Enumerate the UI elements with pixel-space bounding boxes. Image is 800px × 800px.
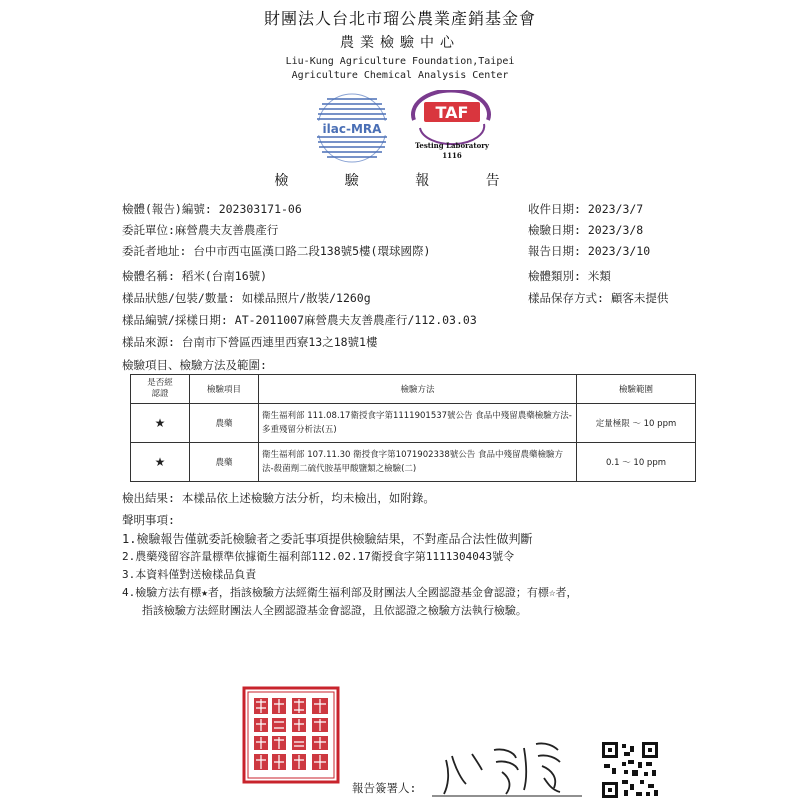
storage-method: 樣品保存方式: 顧客未提供: [528, 291, 669, 305]
item-cell: 農藥: [190, 443, 259, 482]
header-item: 檢驗項目: [190, 375, 259, 404]
header-method: 檢驗方法: [259, 375, 577, 404]
sample-source: 樣品來源: 台南市下營區西連里西寮13之18號1樓: [122, 335, 378, 349]
sample-category: 檢體類別: 米類: [528, 269, 611, 283]
table-caption: 檢驗項目、檢驗方法及範圍:: [122, 358, 267, 372]
cert-star: ★: [131, 443, 190, 482]
taf-label: TAF: [435, 103, 469, 122]
sample-state: 樣品狀態/包裝/數量: 如樣品照片/散裝/1260g: [122, 291, 371, 305]
note-item: 1.檢驗報告僅就委託檢驗者之委託事項提供檢驗結果，不對產品合法性做判斷: [122, 532, 533, 546]
note-item: 3.本資料僅對送檢樣品負責: [122, 568, 257, 581]
signatory-label: 報告簽署人:: [352, 781, 417, 795]
center-name-en: Agriculture Chemical Analysis Center: [291, 70, 509, 81]
table-row: [131, 404, 696, 443]
sample-name: 檢體名稱: 稻米(台南16號): [122, 269, 268, 283]
report-number: 檢體(報告)編號: 202303171-06: [122, 202, 302, 216]
client: 委託單位:麻營農夫友善農產行: [122, 223, 279, 237]
test-items-table: [130, 374, 696, 482]
org-name-zh: 財團法人台北市瑠公農業產銷基金會: [263, 9, 536, 28]
item-cell: 農藥: [190, 404, 259, 443]
note-item: 2.農藥殘留容許量標準依據衛生福利部112.02.17衛授食字第1111304043號令: [122, 550, 515, 563]
cert-star: ★: [131, 404, 190, 443]
result-text: 檢出結果: 本樣品依上述檢驗方法分析，均未檢出，如附錄。: [122, 491, 435, 505]
handwritten-signature: [432, 730, 582, 800]
client-address: 委託者地址: 台中市西屯區漢口路二段138號5樓(環球國際): [122, 244, 431, 258]
header-range: 檢驗範圍: [577, 375, 696, 404]
table-row: [131, 443, 696, 482]
org-name-en: Liu-Kung Agriculture Foundation,Taipei: [285, 56, 515, 67]
report-title: 檢 驗 報 告: [274, 173, 526, 189]
ilac-mra-logo: [312, 90, 392, 166]
table-header-row: [131, 375, 696, 404]
taf-logo: [404, 90, 500, 166]
sample-code: 樣品編號/採樣日期: AT-2011007麻營農夫友善農產行/112.03.03: [122, 313, 477, 327]
received-date: 收件日期: 2023/3/7: [528, 202, 644, 216]
method-cell: 衛生福利部 107.11.30 衛授食字第1071902338號公告 食品中殘留農藥檢驗方法-殺菌劑二硫代胺基甲酸鹽類之檢驗(二): [259, 443, 577, 482]
note-item: 4.檢驗方法有標★者，指該檢驗方法經衛生福利部及財團法人全國認證基金會認證；有標☆者，: [122, 586, 578, 599]
note-item: 指該檢驗方法經財團法人全國認證基金會認證，且依認證之檢驗方法執行檢驗。: [122, 604, 527, 617]
header-certified: 是否經 認證: [131, 375, 190, 404]
notes-title: 聲明事項:: [122, 513, 175, 527]
taf-num: 1116: [442, 151, 462, 160]
taf-sub: Testing Laboratory: [414, 141, 490, 150]
ilac-label: ilac-MRA: [322, 122, 382, 136]
qr-code[interactable]: [600, 740, 660, 800]
official-seal-stamp: [242, 686, 340, 784]
range-cell: 定量極限 ～ 10 ppm: [577, 404, 696, 443]
range-cell: 0.1 ～ 10 ppm: [577, 443, 696, 482]
method-cell: 衛生福利部 111.08.17衛授食字第1111901537號公告 食品中殘留農藥檢驗方法-多重殘留分析法(五): [259, 404, 577, 443]
center-name-zh: 農業檢驗中心: [340, 35, 460, 51]
test-date: 檢驗日期: 2023/3/8: [528, 223, 644, 237]
report-date: 報告日期: 2023/3/10: [528, 244, 651, 258]
